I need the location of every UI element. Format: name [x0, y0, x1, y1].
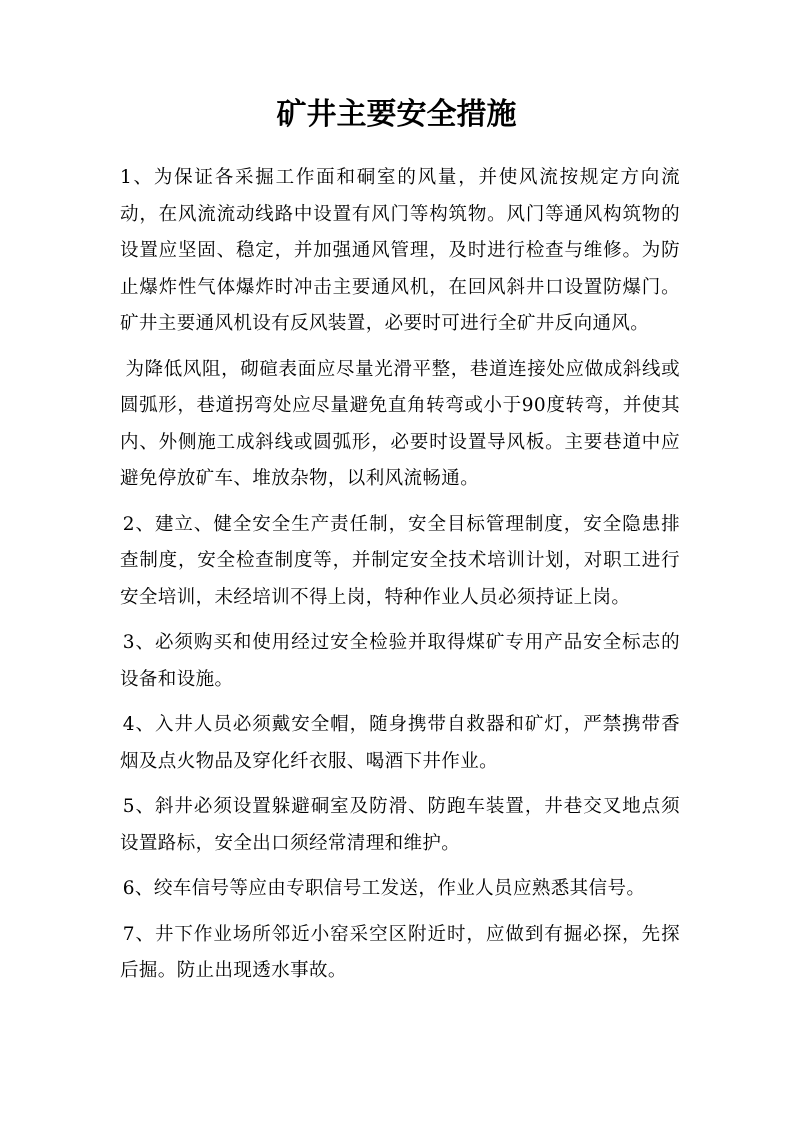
paragraph-safety-responsibility: 2、建立、健全安全生产责任制，安全目标管理制度，安全隐患排查制度，安全检查制度等，并制定安全技术培训计划，对职工进行安全培训，未经培训不得上岗，特种作业人员必须持证上岗。 — [120, 513, 680, 608]
paragraph-certified-equipment: 3、必须购买和使用经过安全检验并取得煤矿专用产品安全标志的设备和设施。 — [120, 632, 680, 690]
document-body — [120, 160, 680, 999]
paragraph-reduce-wind-resistance: 为降低风阻，砌碹表面应尽量光滑平整，巷道连接处应做成斜线或圆弧形，巷道拐弯处应尽量避免直角转弯或小于90度转弯，并使其内、外侧施工成斜线或圆弧形，必要时设置导风板。主要巷道中应避免停放矿车、堆放杂物，以利风流畅通。 — [120, 358, 680, 489]
paragraph-inclined-shaft: 5、斜井必须设置躲避硐室及防滑、防跑车装置，井巷交叉地点须设置路标，安全出口须经常清理和维护。 — [120, 796, 680, 854]
document-title: 矿井主要安全措施 — [276, 97, 517, 132]
paragraph-water-inrush-prevention: 7、井下作业场所邻近小窑采空区附近时，应做到有掘必探，先探后掘。防止出现透水事故。 — [120, 923, 680, 981]
paragraph-winch-signals: 6、绞车信号等应由专职信号工发送，作业人员应熟悉其信号。 — [122, 878, 646, 899]
paragraph-personal-protection: 4、入井人员必须戴安全帽，随身携带自救器和矿灯，严禁携带香烟及点火物品及穿化纤衣服、喝酒下井作业。 — [120, 714, 680, 772]
paragraph-ventilation-structures: 1、为保证各采掘工作面和硐室的风量，并使风流按规定方向流动，在风流流动线路中设置有风门等构筑物。风门等通风构筑物的设置应坚固、稳定，并加强通风管理，及时进行检查与维修。为防止爆炸性气体爆炸时冲击主要通风机，在回风斜井口设置防爆门。矿井主要通风机设有反风装置，必要时可进行全矿井反向通风。 — [120, 167, 680, 334]
